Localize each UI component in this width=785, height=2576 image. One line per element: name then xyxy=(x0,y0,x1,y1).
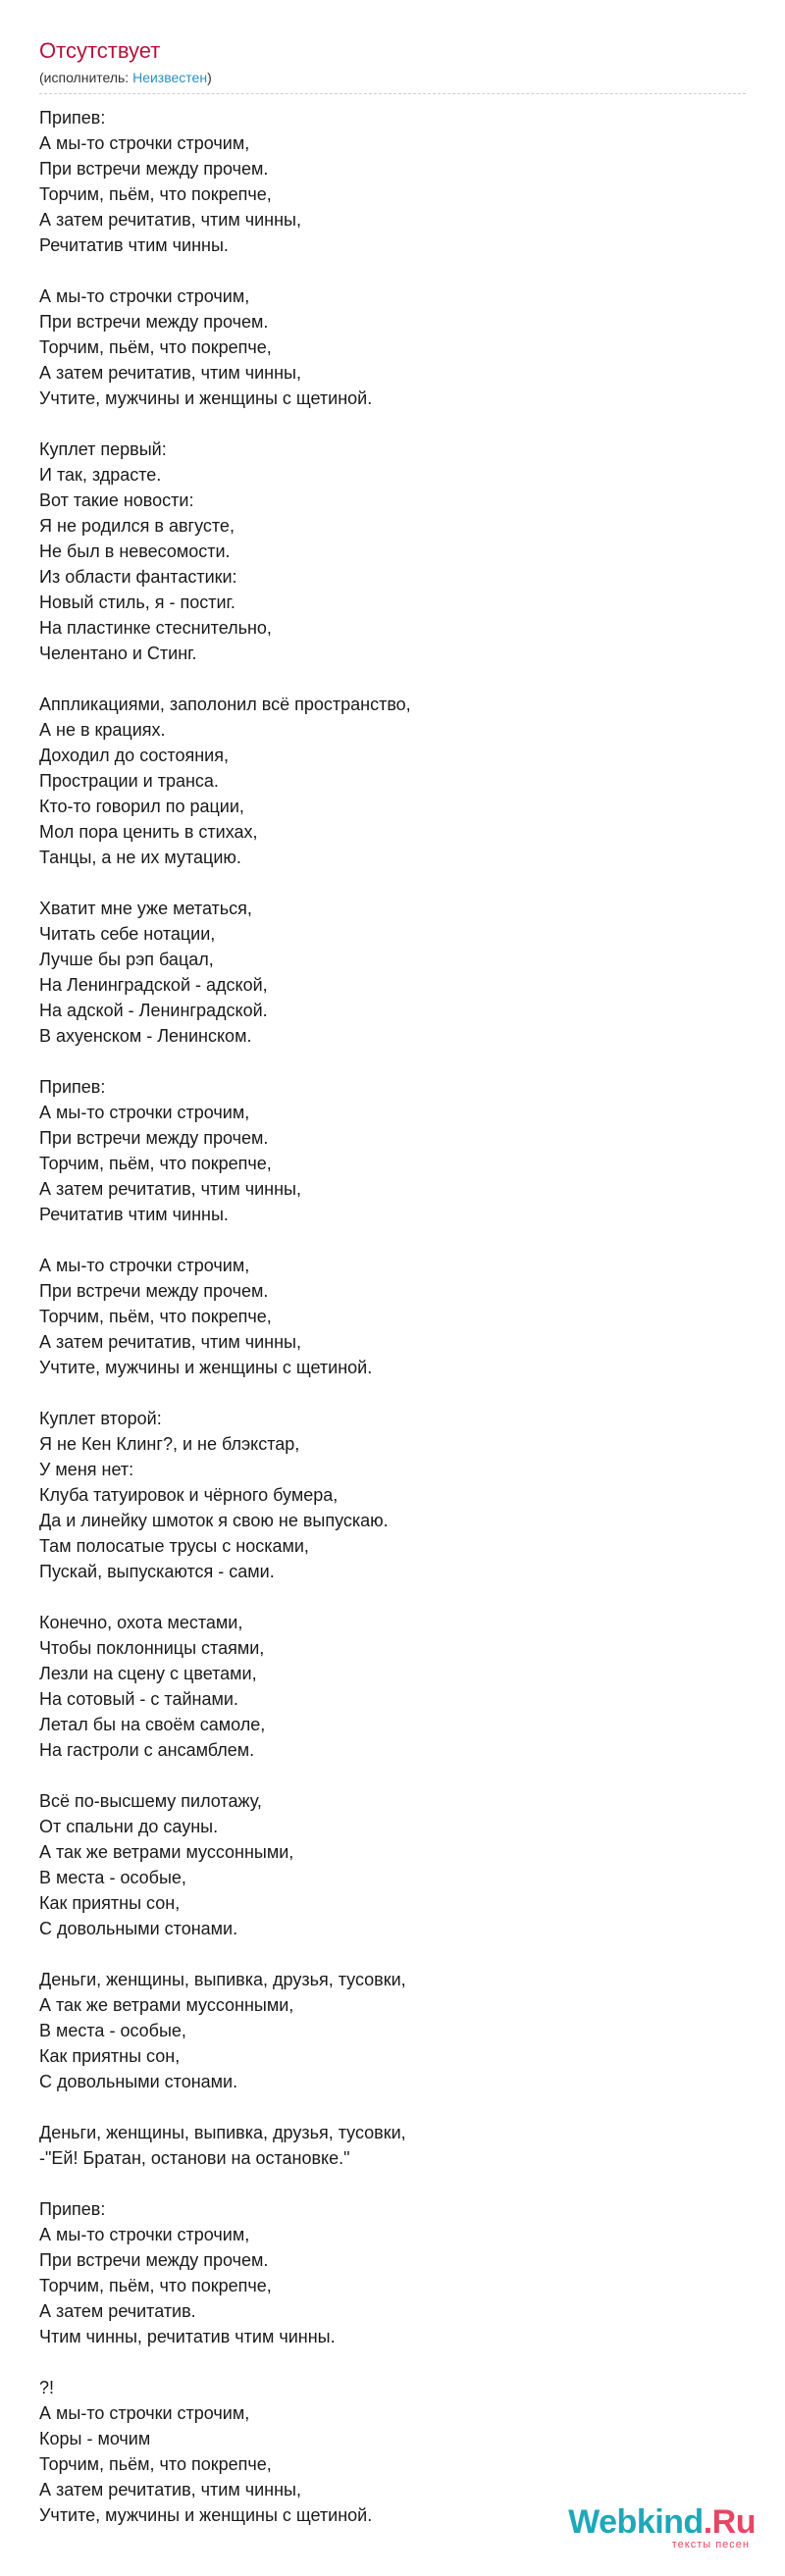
performer-prefix: (исполнитель: xyxy=(39,70,133,85)
lyric-line: А мы-то строчки строчим, xyxy=(39,1256,250,1275)
lyric-line: Как приятны сон, xyxy=(39,1893,181,1913)
lyric-line: Торчим, пьём, что покрепче, xyxy=(39,1154,272,1173)
header-divider xyxy=(39,93,746,94)
lyrics-stanza xyxy=(39,1406,746,1584)
lyric-line: На Ленинградской - адской, xyxy=(39,975,268,995)
lyric-line: В места - особые, xyxy=(39,1868,186,1887)
lyric-line: Торчим, пьём, что покрепче, xyxy=(39,2276,272,2295)
lyric-line: Кто-то говорил по рации, xyxy=(39,797,244,816)
lyric-line: Учтите, мужчины и женщины с щетиной. xyxy=(39,2505,373,2525)
lyric-line: Всё по-высшему пилотажу, xyxy=(39,1791,262,1811)
lyric-line: Припев: xyxy=(39,1077,106,1097)
lyric-line: На адской - Ленинградской. xyxy=(39,1001,268,1020)
lyric-line: И так, здрасте. xyxy=(39,465,162,485)
lyric-line: Учтите, мужчины и женщины с щетиной. xyxy=(39,1358,373,1377)
lyric-line: Да и линейку шмоток я свою не выпускаю. xyxy=(39,1511,389,1530)
lyric-line: Торчим, пьём, что покрепче, xyxy=(39,2454,272,2474)
lyric-line: А так же ветрами муссонными, xyxy=(39,1995,294,2015)
logo-wordmark xyxy=(568,2503,756,2541)
lyric-line: А затем речитатив, чтим чинны, xyxy=(39,2480,301,2499)
lyric-line: А мы-то строчки строчим, xyxy=(39,2403,250,2423)
lyric-line: Чтим чинны, речитатив чтим чинны. xyxy=(39,2327,336,2346)
lyric-line: При встречи между прочем. xyxy=(39,159,269,179)
lyric-line: Припев: xyxy=(39,2199,106,2219)
lyric-line: Летал бы на своём самоле, xyxy=(39,1715,266,1734)
lyric-line: У меня нет: xyxy=(39,1460,134,1479)
lyric-line: Речитатив чтим чинны. xyxy=(39,1205,229,1224)
lyric-line: Как приятны сон, xyxy=(39,2046,181,2066)
lyric-line: Челентано и Стинг. xyxy=(39,644,197,663)
lyrics-stanza xyxy=(39,2196,746,2349)
lyric-line: Хватит мне уже метаться, xyxy=(39,899,252,918)
lyric-line: Доходил до состояния, xyxy=(39,746,229,765)
lyric-line: Читать себе нотации, xyxy=(39,924,216,944)
lyric-line: Речитатив чтим чинны. xyxy=(39,235,229,255)
lyrics-body xyxy=(39,105,746,2553)
song-header xyxy=(39,37,746,86)
lyric-line: При встречи между прочем. xyxy=(39,2250,269,2270)
lyric-line: Я не родился в августе, xyxy=(39,516,235,536)
lyrics-stanza xyxy=(39,105,746,258)
lyric-line: Деньги, женщины, выпивка, друзья, тусовки, xyxy=(39,1970,406,1989)
lyric-line: А мы-то строчки строчим, xyxy=(39,286,250,306)
lyric-line: А мы-то строчки строчим, xyxy=(39,1103,250,1122)
lyric-line: Мол пора ценить в стихах, xyxy=(39,822,258,842)
lyric-line: Из области фантастики: xyxy=(39,567,237,587)
lyric-line: С довольными стонами. xyxy=(39,1919,238,1938)
lyric-line: Аппликациями, заполонил всё пространство, xyxy=(39,695,411,714)
lyric-line: Лучше бы рэп бацал, xyxy=(39,950,214,969)
lyric-line: При встречи между прочем. xyxy=(39,1281,269,1301)
webkind-logo[interactable] xyxy=(568,2503,756,2550)
lyric-line: Торчим, пьём, что покрепче, xyxy=(39,1307,272,1326)
lyric-line: Вот такие новости: xyxy=(39,490,194,510)
lyric-line: А затем речитатив, чтим чинны, xyxy=(39,210,301,230)
performer-link[interactable]: Неизвестен xyxy=(132,70,208,85)
lyric-line: Конечно, охота местами, xyxy=(39,1613,243,1632)
lyric-line: Чтобы поклонницы стаями, xyxy=(39,1638,265,1658)
lyric-line: -"Ей! Братан, останови на остановке." xyxy=(39,2148,350,2168)
lyric-line: Коры - мочим xyxy=(39,2429,151,2448)
lyric-line: Куплет второй: xyxy=(39,1409,162,1428)
lyric-line: А затем речитатив. xyxy=(39,2301,196,2321)
lyrics-stanza xyxy=(39,896,746,1049)
lyrics-stanza xyxy=(39,1967,746,2094)
performer-suffix: ) xyxy=(207,70,212,85)
song-title: Отсутствует xyxy=(39,38,161,63)
lyric-line: Припев: xyxy=(39,108,106,128)
lyric-line: На гастроли с ансамблем. xyxy=(39,1740,255,1760)
lyric-line: При встречи между прочем. xyxy=(39,312,269,332)
logo-tld: .Ru xyxy=(703,2503,756,2541)
lyric-line: Куплет первый: xyxy=(39,439,167,459)
lyric-line: А мы-то строчки строчим, xyxy=(39,133,250,153)
lyric-line: Прострации и транса. xyxy=(39,771,219,791)
lyrics-stanza xyxy=(39,437,746,666)
lyric-line: А затем речитатив, чтим чинны, xyxy=(39,1332,301,1352)
lyric-line: В ахуенском - Ленинском. xyxy=(39,1026,252,1046)
lyric-line: Торчим, пьём, что покрепче, xyxy=(39,184,272,204)
lyric-line: А мы-то строчки строчим, xyxy=(39,2225,250,2244)
lyric-line: ?! xyxy=(39,2378,55,2397)
lyric-line: Там полосатые трусы с носками, xyxy=(39,1536,309,1556)
lyrics-stanza xyxy=(39,1074,746,1227)
lyric-line: Не был в невесомости. xyxy=(39,541,231,561)
lyrics-stanza xyxy=(39,2120,746,2171)
lyric-line: А затем речитатив, чтим чинны, xyxy=(39,363,301,383)
lyric-line: Новый стиль, я - постиг. xyxy=(39,592,236,612)
lyric-line: С довольными стонами. xyxy=(39,2072,238,2091)
lyrics-stanza xyxy=(39,1788,746,1941)
lyrics-stanza xyxy=(39,1610,746,1763)
lyric-line: Лезли на сцену с цветами, xyxy=(39,1664,257,1683)
lyrics-stanza xyxy=(39,1253,746,1380)
lyric-line: Пускай, выпускаются - сами. xyxy=(39,1562,275,1581)
lyric-line: А затем речитатив, чтим чинны, xyxy=(39,1179,301,1199)
lyric-line: Клуба татуировок и чёрного бумера, xyxy=(39,1485,339,1505)
performer-line xyxy=(39,69,746,86)
lyric-line: На пластинке стеснительно, xyxy=(39,618,272,638)
lyric-line: При встречи между прочем. xyxy=(39,1128,269,1148)
lyric-line: Деньги, женщины, выпивка, друзья, тусовки, xyxy=(39,2123,406,2142)
logo-kind: kind xyxy=(636,2503,704,2541)
lyrics-stanza xyxy=(39,283,746,411)
lyric-line: Учтите, мужчины и женщины с щетиной. xyxy=(39,388,373,408)
logo-tagline: тексты песен xyxy=(671,2539,750,2550)
lyrics-stanza xyxy=(39,692,746,870)
lyric-line: Торчим, пьём, что покрепче, xyxy=(39,337,272,357)
logo-web: Web xyxy=(568,2503,637,2541)
lyric-line: А так же ветрами муссонными, xyxy=(39,1842,294,1862)
lyric-line: Танцы, а не их мутацию. xyxy=(39,848,241,867)
lyric-line: От спальни до сауны. xyxy=(39,1817,219,1836)
lyric-line: На сотовый - с тайнами. xyxy=(39,1689,238,1709)
lyric-line: А не в крациях. xyxy=(39,720,166,740)
lyric-line: В места - особые, xyxy=(39,2021,186,2040)
lyric-line: Я не Кен Клинг?, и не блэкстар, xyxy=(39,1434,300,1454)
